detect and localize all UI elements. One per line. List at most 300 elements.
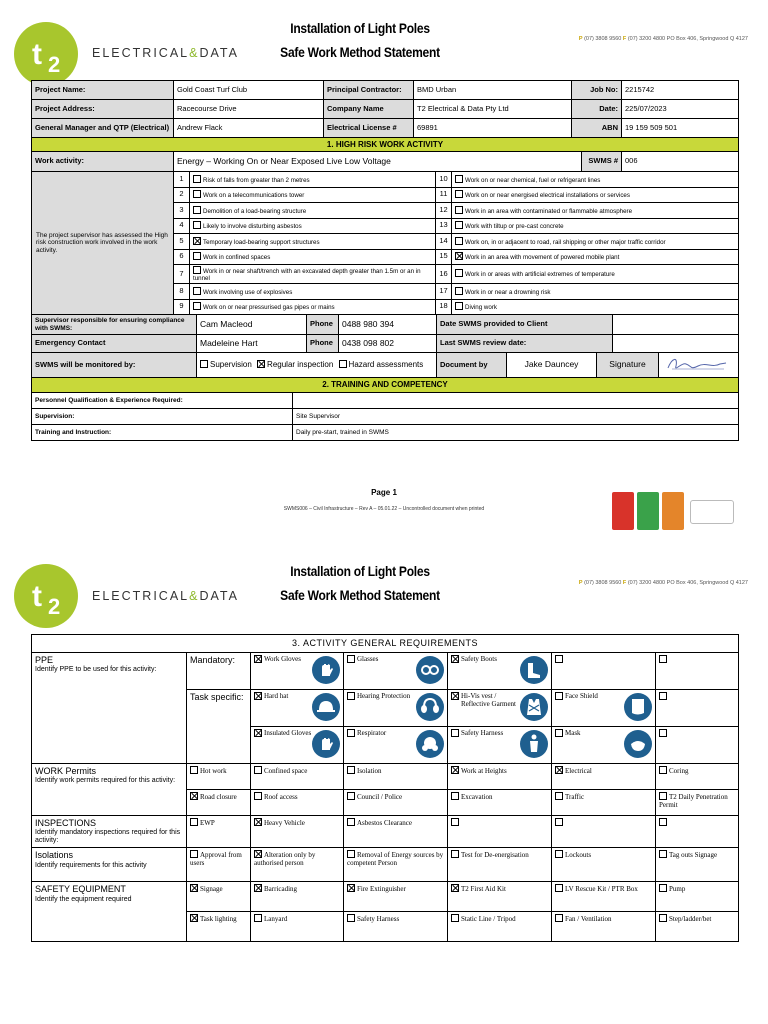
risk-checkbox[interactable] [193,302,201,310]
risk-item [190,187,436,203]
requirement-checkbox[interactable] [451,914,459,922]
requirement-checkbox[interactable] [347,850,355,858]
requirement-cell [251,727,344,764]
work-permits-row [32,764,739,790]
requirement-label: Hot work [200,767,227,775]
requirement-checkbox[interactable] [659,850,667,858]
supervision-label: Supervision: [32,409,293,425]
risk-item [190,265,436,284]
risk-label: Work on or near pressurised gas pipes or mains [203,304,335,312]
risk-item [190,218,436,234]
requirement-checkbox[interactable] [347,914,355,922]
requirement-checkbox[interactable] [190,818,198,826]
inspections-title: INSPECTIONS [35,818,97,828]
requirement-cell [552,848,656,882]
requirement-label: Work at Heights [461,767,507,775]
requirement-checkbox[interactable] [254,655,262,663]
phone-label: Phone [307,315,339,335]
glasses-icon [416,656,444,684]
risk-number: 9 [174,299,190,315]
requirement-cell [552,690,656,727]
ear-muffs-icon [416,693,444,721]
requirement-checkbox[interactable] [254,729,262,737]
requirement-checkbox[interactable] [347,766,355,774]
requirement-label: Work Gloves [264,655,301,663]
swms-no-value: 006 [622,152,739,172]
gloves-icon [312,656,340,684]
risk-item [190,249,436,265]
risk-checkbox[interactable] [193,221,201,229]
risk-number: 6 [174,249,190,265]
requirement-cell [251,690,344,727]
requirement-cell [187,790,251,816]
contact-strip: P (07) 3808 9560 F (07) 3200 4800 PO Box 406, Springwood Q 4127 [578,36,748,42]
ppe-header [32,653,187,764]
requirement-cell [187,848,251,882]
risk-label: Work with tiltup or pre-cast concrete [465,223,564,231]
requirement-label: Excavation [461,793,493,801]
job-no-label: Job No: [572,81,622,100]
mandatory-label: Mandatory: [187,653,251,690]
risk-item [190,284,436,300]
requirement-label: Hi-Vis vest / Reflective Garment [461,692,517,709]
training-instruction-value: Daily pre-start, trained in SWMS [293,425,739,441]
mask-icon [624,730,652,758]
requirement-checkbox[interactable] [254,850,262,858]
requirement-checkbox[interactable] [659,766,667,774]
requirement-checkbox[interactable] [555,766,563,774]
supervisor-name: Cam Macleod [197,315,307,335]
phone-label: Phone [307,335,339,353]
risk-number: 16 [436,265,452,284]
risk-checkbox[interactable] [455,221,463,229]
requirement-checkbox[interactable] [451,729,459,737]
document-title: Installation of Light Poles [290,563,430,579]
risk-checkbox[interactable] [455,237,463,245]
requirement-label: Insulated Gloves [264,729,312,737]
risk-item [452,265,739,284]
requirement-cell [552,653,656,690]
principal-contractor-label: Principal Contractor: [324,81,414,100]
requirement-checkbox[interactable] [254,692,262,700]
requirement-label: Traffic [565,793,585,801]
requirement-label: T2 Daily Penetration Permit [659,793,728,810]
risk-label: Work in an area with movement of powered mobile plant [465,254,620,262]
requirement-label: Removal of Energy sources by competent Person [347,851,444,868]
requirement-checkbox[interactable] [555,850,563,858]
requirement-checkbox[interactable] [555,692,563,700]
requirement-cell [187,764,251,790]
requirement-checkbox[interactable] [347,818,355,826]
requirement-label: Road closure [200,793,237,801]
regular-inspection-label: Regular inspection [267,360,334,370]
requirement-cell [552,764,656,790]
requirement-cell [344,764,448,790]
supervisor-phone: 0488 980 394 [339,315,437,335]
requirement-cell [552,727,656,764]
requirement-label: Respirator [357,729,387,737]
ppe-title: PPE [35,655,54,665]
risk-item [452,299,739,315]
document-subtitle: Safe Work Method Statement [280,44,440,60]
requirement-label: Asbestos Clearance [357,819,413,827]
requirement-label: Fire Extinguisher [357,885,406,894]
gloves-icon [312,730,340,758]
gm-value: Andrew Flack [174,119,324,138]
requirement-checkbox[interactable] [659,914,667,922]
risk-checkbox[interactable] [455,206,463,214]
license-label: Electrical License # [324,119,414,138]
requirement-label: Council / Police [357,793,403,801]
project-address-label: Project Address: [32,100,174,119]
requirement-checkbox[interactable] [347,884,355,892]
requirement-cell [448,790,552,816]
ppe-row [32,653,739,690]
requirement-cell [656,882,739,912]
risk-number: 12 [436,203,452,219]
supervisor-table [31,314,739,353]
risk-checkbox[interactable] [193,287,201,295]
safety-equipment-header [32,882,187,942]
risk-number: 1 [174,172,190,188]
date-provided-value[interactable] [613,315,739,335]
requirement-cell [448,882,552,912]
emergency-contact-name: Madeleine Hart [197,335,307,353]
risk-checkbox[interactable] [455,190,463,198]
requirement-cell [448,848,552,882]
gm-label: General Manager and QTP (Electrical) [32,119,174,138]
supervisor-label: Supervisor responsible for ensuring compliance with SWMS: [32,315,197,335]
risk-checkbox[interactable] [455,302,463,310]
requirement-cell [656,727,739,764]
risk-checkbox[interactable] [455,269,463,277]
signature-field[interactable] [659,353,739,378]
requirement-label: Coring [669,767,689,775]
work-activity-label: Work activity: [32,152,174,172]
requirement-checkbox[interactable] [254,792,262,800]
requirement-label: Pump [669,885,686,894]
risk-label: Work on, in or adjacent to road, rail shipping or other major traffic corridor [465,238,666,246]
requirement-checkbox[interactable] [555,914,563,922]
risk-checkbox[interactable] [455,287,463,295]
risk-label: Work on or near chemical, fuel or refrigerant lines [465,176,601,184]
requirement-cell [656,690,739,727]
iso-cert-logo [637,492,659,530]
date-value: 225/07/2023 [622,100,739,119]
requirement-cell [344,653,448,690]
risk-number: 15 [436,249,452,265]
risk-number: 8 [174,284,190,300]
requirement-label: Glasses [357,655,379,663]
document-by-value: Jake Dauncey [507,353,597,378]
work-permits-header [32,764,187,816]
abn-value: 19 159 509 501 [622,119,739,138]
requirement-checkbox[interactable] [555,729,563,737]
risk-item [190,299,436,315]
requirement-checkbox[interactable] [190,850,198,858]
requirement-label: Hearing Protection [357,692,411,700]
monitoring-table [31,352,739,378]
requirement-label: Heavy Vehicle [264,819,305,827]
requirement-label: Safety Boots [461,655,497,663]
swms-no-label: SWMS # [582,152,622,172]
last-review-value[interactable] [613,335,739,353]
risk-number: 2 [174,187,190,203]
risk-checkbox[interactable] [455,252,463,260]
ppe-subtitle: Identify PPE to be used for this activity: [35,666,157,674]
isolations-header [32,848,187,882]
brand-wordmark: ELECTRICAL&DATA [92,46,239,60]
document-title: Installation of Light Poles [290,20,430,36]
isolations-row [32,848,739,882]
supervision-value: Site Supervisor [293,409,739,425]
requirement-label: Mask [565,729,581,737]
hi-vis-vest-icon [520,693,548,721]
t2-logo [14,22,78,86]
requirement-label: Face Shield [565,692,598,700]
signature-image [662,354,732,374]
requirement-label: Roof access [264,793,298,801]
risk-checkbox[interactable] [193,175,201,183]
risk-label: Work in confined spaces [203,254,271,262]
requirement-checkbox[interactable] [347,692,355,700]
risk-label: Work on a telecommunications tower [203,192,305,200]
requirement-cell [251,912,344,942]
safety-equipment-row [32,882,739,912]
requirement-label: Electrical [565,767,592,775]
requirement-checkbox[interactable] [451,655,459,663]
requirement-cell [448,653,552,690]
risk-number: 5 [174,234,190,250]
requirement-checkbox[interactable] [451,792,459,800]
requirement-cell [187,882,251,912]
requirement-checkbox[interactable] [659,655,667,663]
requirement-label: LV Rescue Kit / PTR Box [565,885,638,894]
safety-equipment-title: SAFETY EQUIPMENT [35,884,126,895]
work-permits-title: WORK Permits [35,766,97,776]
requirement-cell [187,816,251,848]
risk-checkbox[interactable] [193,206,201,214]
risk-label: Demolition of a load-bearing structure [203,207,307,215]
requirement-checkbox[interactable] [347,655,355,663]
requirement-cell [656,653,739,690]
risk-label: Temporary load-bearing support structures [203,238,320,246]
requirement-cell [656,764,739,790]
emergency-contact-label: Emergency Contact [32,335,197,353]
requirement-checkbox[interactable] [555,792,563,800]
date-provided-label: Date SWMS provided to Client [437,315,613,335]
risk-number: 4 [174,218,190,234]
requirement-checkbox[interactable] [659,818,667,826]
risk-item [452,203,739,219]
training-table [31,377,739,441]
risk-checkbox[interactable] [193,237,201,245]
activity-requirements-table [31,634,739,942]
requirement-label: EWP [200,819,215,827]
project-name-value: Gold Coast Turf Club [174,81,324,100]
page-2 [0,548,768,1024]
requirement-checkbox[interactable] [190,766,198,774]
requirement-checkbox[interactable] [190,884,198,892]
document-subtitle: Safe Work Method Statement [280,587,440,603]
hazard-assessments-label: Hazard assessments [348,360,424,370]
requirement-cell [344,690,448,727]
risk-label: Work on or near energised electrical installations or services [465,192,630,200]
hazard-assessments-checkbox[interactable] [339,360,347,368]
requirement-cell [251,882,344,912]
document-by-label: Document by [437,353,507,378]
safety-equipment-subtitle: Identify the equipment required [35,895,132,903]
requirement-cell [448,764,552,790]
requirement-cell [187,912,251,942]
project-details-table [31,80,739,138]
isolations-title: Isolations [35,850,74,861]
inspections-header [32,816,187,848]
requirement-label: Isolation [357,767,382,775]
requirement-checkbox[interactable] [555,884,563,892]
requirement-label: T2 First Aid Kit [461,885,506,894]
regular-inspection-checkbox[interactable] [257,360,265,368]
t2-logo [14,564,78,628]
requirement-cell [656,790,739,816]
monitored-by-label: SWMS will be monitored by: [32,353,197,378]
risk-label: Work in an area with contaminated or flammable atmosphere [465,207,633,215]
requirement-cell [344,882,448,912]
inspections-row [32,816,739,848]
requirement-checkbox[interactable] [347,729,355,737]
requirement-cell [251,653,344,690]
risk-row [32,172,739,188]
requirement-checkbox[interactable] [254,818,262,826]
requirement-cell [448,727,552,764]
risk-label: Work in or near shaft/trench with an excavated depth greater than 1.5m or an in tunnel [193,267,421,282]
requirement-cell [344,790,448,816]
requirement-checkbox[interactable] [254,884,262,892]
requirement-cell [448,690,552,727]
requirement-cell [656,912,739,942]
work-permits-subtitle: Identify work permits required for this activity: [35,777,176,785]
risk-label: Risk of falls from greater than 2 metres [203,176,310,184]
abn-label: ABN [572,119,622,138]
requirement-label: Step/ladder/bet [669,915,712,924]
grs-cert-logo [690,500,734,524]
requirement-label: Confined space [264,767,308,775]
requirement-label: Safety Harness [461,729,504,737]
requirement-checkbox[interactable] [190,914,198,922]
requirement-checkbox[interactable] [254,766,262,774]
date-label: Date: [572,100,622,119]
svg-text:t: t [32,580,42,613]
risk-number: 13 [436,218,452,234]
requirement-label: Signage [200,885,223,894]
requirement-checkbox[interactable] [451,850,459,858]
requirement-cell [552,816,656,848]
requirement-label: Hard hat [264,692,289,700]
requirement-label: Fan / Ventilation [565,915,612,924]
requirement-label: Tag outs Signage [669,851,718,860]
risk-checkbox[interactable] [193,190,201,198]
risk-checkbox[interactable] [193,266,201,274]
assessed-statement: The project supervisor has assessed the High risk construction work involved in the work activity. [32,172,174,315]
footer-note: SWMS006 – Civil Infrastructure – Rev A – 05.01.22 – Uncontrolled document when printed [283,506,485,512]
svg-text:2: 2 [48,594,61,619]
risk-item [452,218,739,234]
brand-wordmark: ELECTRICAL&DATA [92,589,239,603]
boots-icon [520,656,548,684]
requirement-label: Approval from users [190,851,242,868]
iso-cert-logo [662,492,684,530]
requirement-cell [344,912,448,942]
face-shield-icon [624,693,652,721]
requirement-checkbox[interactable] [190,792,198,800]
requirement-label: Static Line / Tripod [461,915,516,924]
section-3-title: 3. ACTIVITY GENERAL REQUIREMENTS [32,635,739,653]
requirement-cell [552,912,656,942]
risk-item [452,234,739,250]
job-no-value: 2215742 [622,81,739,100]
requirement-cell [656,848,739,882]
risk-number: 7 [174,265,190,284]
requirement-checkbox[interactable] [254,914,262,922]
project-name-label: Project Name: [32,81,174,100]
last-review-label: Last SWMS review date: [437,335,613,353]
risk-number: 17 [436,284,452,300]
signature-label: Signature [597,353,659,378]
risk-item [190,234,436,250]
requirement-label: Lockouts [565,851,592,860]
risk-label: Diving work [465,304,497,312]
requirement-checkbox[interactable] [659,884,667,892]
company-name-value: T2 Electrical & Data Pty Ltd [414,100,572,119]
supervision-checkbox[interactable] [200,360,208,368]
requirement-checkbox[interactable] [451,766,459,774]
requirement-checkbox[interactable] [451,692,459,700]
harness-icon [520,730,548,758]
risk-label: Work in or near a drowning risk [465,288,551,296]
risk-checkbox[interactable] [455,175,463,183]
risk-number: 10 [436,172,452,188]
company-name-label: Company Name [324,100,414,119]
risk-item [452,284,739,300]
section-2-title: 2. TRAINING AND COMPETENCY [32,378,739,393]
requirement-checkbox[interactable] [659,692,667,700]
requirement-checkbox[interactable] [555,818,563,826]
high-risk-table [31,137,739,315]
requirement-label: Barricading [264,885,298,894]
svg-text:t: t [32,38,42,71]
risk-label: Work involving use of explosives [203,288,293,296]
risk-checkbox[interactable] [193,252,201,260]
task-specific-label: Task specific: [187,690,251,764]
page-number: Page 1 [371,488,397,497]
inspections-subtitle: Identify mandatory inspections required for this activity: [35,829,181,845]
svg-text:2: 2 [48,52,61,77]
requirement-cell [656,816,739,848]
requirement-checkbox[interactable] [659,792,667,800]
risk-number: 18 [436,299,452,315]
risk-item [190,203,436,219]
isolations-subtitle: Identify requirements for this activity [35,861,147,869]
requirement-checkbox[interactable] [451,884,459,892]
hard-hat-icon [312,693,340,721]
requirement-label: Task lighting [200,915,237,924]
requirement-checkbox[interactable] [347,792,355,800]
requirement-checkbox[interactable] [451,818,459,826]
requirement-checkbox[interactable] [659,729,667,737]
project-address-value: Racecourse Drive [174,100,324,119]
iso-cert-logo [612,492,634,530]
requirement-checkbox[interactable] [555,655,563,663]
